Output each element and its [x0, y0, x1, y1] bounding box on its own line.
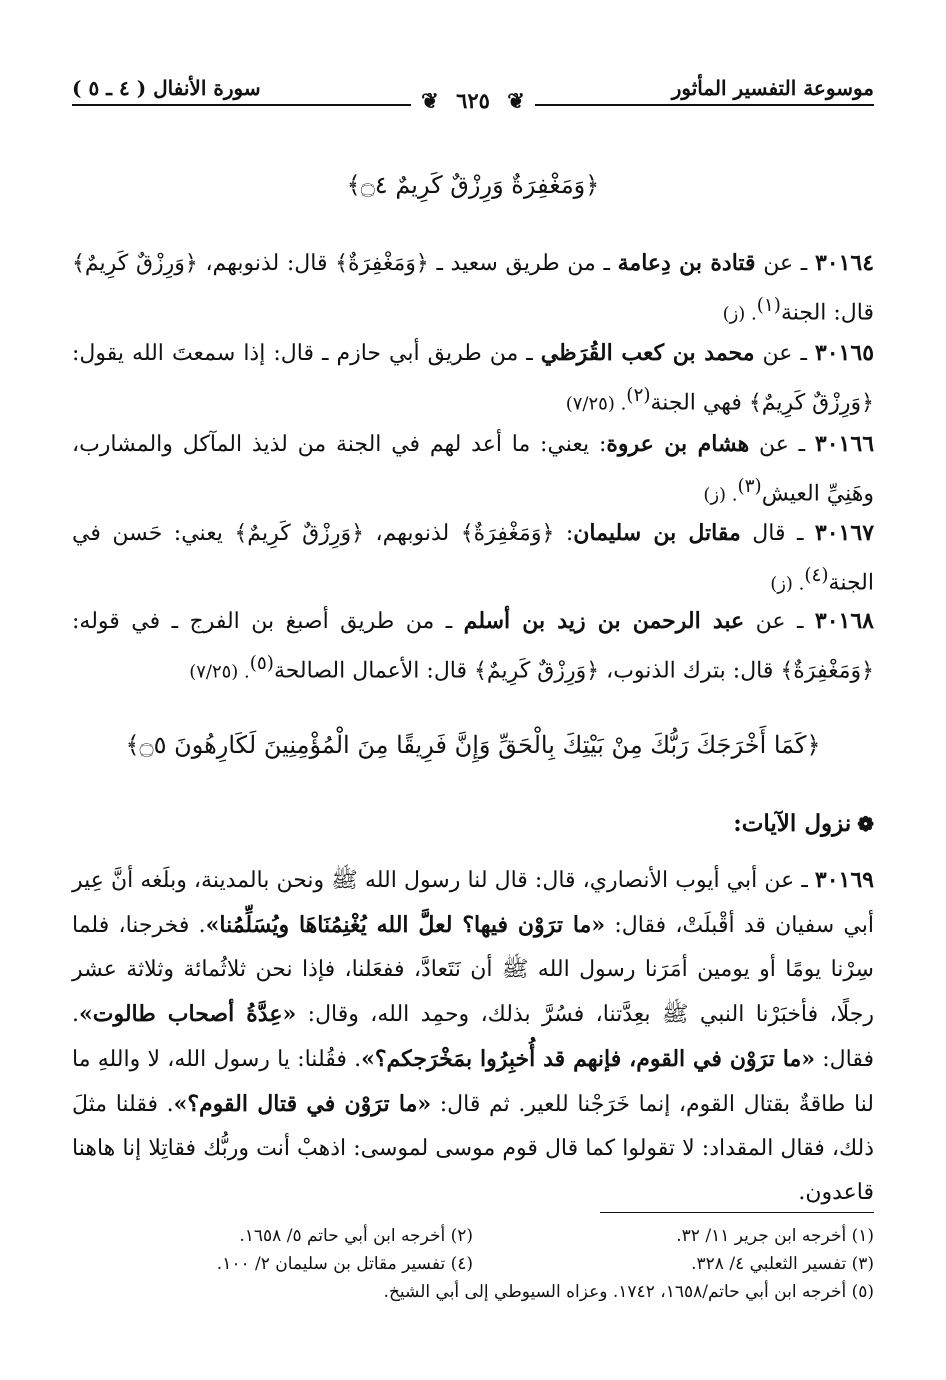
- flower-icon: ❁: [857, 812, 874, 836]
- hadith-text: . فقُلنا: يا رسول الله، لا واللهِ ما لنا طاقةٌ بقتال القوم، إنما خَرَجْنا للعير. ثم قال:: [72, 1047, 874, 1117]
- entry-text: : ﴿وَمَغْفِرَةٌ﴾ لذنوبهم، ﴿وَرِزْقٌ كَرِيمٌ﴾ يعني: حَسن في الجنة: [72, 521, 874, 596]
- entry-30165: [72, 332, 874, 425]
- page-number-value: ٦٢٥: [446, 88, 500, 113]
- entry-ref: . (ز): [703, 484, 738, 506]
- entry-intro: ـ عن: [754, 341, 807, 366]
- entry-number: ٣٠١٦٤: [814, 250, 875, 276]
- entry-30164: [72, 242, 874, 335]
- footnote-marker: (٤): [804, 565, 829, 586]
- entry-30167: [72, 512, 874, 605]
- entry-intro: ـ عن: [755, 251, 808, 276]
- footnote-2: (٢) أخرجه ابن أبي حاتم ٥/ ١٦٥٨.: [239, 1226, 473, 1246]
- entry-text: : يعني: ما أعد لهم في الجنة من لذيذ المآكل والمشارب، وهَنِيِّ العيش: [72, 432, 874, 507]
- footnote-3: (٣) تفسير الثعلبي ٤/ ٣٢٨.: [691, 1254, 874, 1274]
- entry-intro: ـ قال: [740, 521, 804, 546]
- footnotes: [72, 1222, 874, 1306]
- footnote-marker: (٢): [626, 385, 651, 406]
- footnote-5: (٥) أخرجه ابن أبي حاتم/١٦٥٨، ١٧٤٢. وعزاه السيوطي إلى أبي الشيخ.: [383, 1282, 874, 1302]
- entry-number: ٣٠١٦٥: [814, 340, 875, 366]
- hadith-text: . فقال:: [72, 1002, 874, 1072]
- entry-ref: . (ز): [722, 303, 757, 325]
- entry-30166: [72, 423, 874, 516]
- verse-4: ﴿وَمَغْفِرَةٌ وَرِزْقٌ كَرِيمٌ ۝٤﴾: [346, 171, 600, 199]
- section-title: نزول الآيات:: [733, 810, 852, 837]
- footnote-4: (٤) تفسير مقاتل بن سليمان ٢/ ١٠٠.: [216, 1254, 473, 1274]
- narrator-name: هشام بن عروة: [606, 431, 750, 457]
- entry-30169: [72, 858, 874, 1215]
- entry-ref: . (٧/٢٥): [565, 393, 627, 415]
- verse-5: ﴿كَمَا أَخْرَجَكَ رَبُّكَ مِنْ بَيْتِكَ بِالْحَقِّ وَإِنَّ فَرِيقًا مِنَ الْمُؤْمِنِينَ لَكَارِهُونَ ۝٥﴾: [125, 731, 821, 759]
- page-number: ❦ ٦٢٥ ❦: [0, 88, 946, 113]
- hadith-text: . فقلنا مثلَ ذلك، فقال المقداد: لا تقولوا كما قال قوم موسى لموسى: اذهبْ أنت وربُّك فقاتِلا إنا هاهنا قاعدون.: [72, 1092, 874, 1205]
- entry-number: ٣٠١٦٩: [814, 867, 874, 893]
- entry-text: ـ من طريق أصبغ بن الفرج ـ في قوله: ﴿وَمَغْفِرَةٌ﴾ قال: بترك الذنوب، ﴿وَرِزْقٌ كَرِيمٌ﴾ قال: الأعمال الصالحة: [72, 609, 874, 684]
- footnote-marker: (٣): [737, 476, 762, 497]
- footnote-rule: [600, 1212, 874, 1213]
- entry-30168: [72, 600, 874, 693]
- hadith-text: . فخرجنا، فلما سِرْنا يومًا أو يومين أمَرَنا رسول الله ﷺ أن نَتَعادَّ، ففعَلنا، فإذا نحن ثلاثُمائة وثلاثة عشر رجلًا، فأخبَرْنا النبي ﷺ بعِدَّتنا، فسُرَّ بذلك، وحمِد الله، وقال:: [72, 913, 875, 1027]
- narrator-name: محمد بن كعب القُرَظي: [540, 340, 755, 366]
- hadith-text: ـ عن أبي أيوب الأنصاري، قال: قال لنا رسول الله ﷺ ونحن بالمدينة، وبلَغه أنَّ عِير أبي سفيان قد أقْبلَتْ، فقال:: [72, 868, 874, 938]
- prophet-quote: «عِدَّةُ أصحاب طالوت»: [79, 1001, 297, 1027]
- footnote-marker: (٥): [249, 653, 274, 674]
- entry-text: ـ من طريق أبي حازم ـ قال: إذا سمعتَ الله يقول: ﴿وَرِزْقٌ كَرِيمٌ﴾ فهي الجنة: [72, 341, 874, 416]
- narrator-name: مقاتل بن سليمان: [573, 520, 741, 546]
- prophet-quote: «ما ترَوْن فيها؟ لعلَّ الله يُغْنِمُنَاهَا ويُسَلِّمُنا»: [205, 912, 606, 938]
- entry-ref: . (ز): [770, 573, 805, 595]
- entry-number: ٣٠١٦٧: [814, 520, 875, 546]
- entry-intro: ـ عن: [749, 432, 806, 457]
- section-heading: [72, 810, 874, 837]
- book-title: موسوعة التفسير المأثور: [671, 76, 874, 100]
- entry-ref: . (٧/٢٥): [189, 661, 250, 683]
- entry-intro: ـ عن: [744, 609, 804, 634]
- entry-number: ٣٠١٦٦: [814, 431, 875, 457]
- entry-text: ـ من طريق سعيد ـ ﴿وَمَغْفِرَةٌ﴾ قال: لذنوبهم، ﴿وَرِزْقٌ كَرِيمٌ﴾ قال: الجنة: [72, 251, 874, 326]
- footnote-marker: (١): [756, 295, 781, 316]
- prophet-quote: «ما ترَوْن في قتال القوم؟»: [173, 1091, 432, 1117]
- narrator-name: قتادة بن دِعامة: [617, 250, 756, 276]
- entry-number: ٣٠١٦٨: [814, 608, 874, 634]
- narrator-name: عبد الرحمن بن زيد بن أسلم: [463, 608, 745, 634]
- prophet-quote: «ما ترَوْن في القوم، فإنهم قد أُخبِرُوا بمَخْرَجكم؟»: [361, 1046, 815, 1072]
- surah-label: سورة الأنفال ( ٤ ـ ٥ ): [72, 76, 261, 100]
- footnote-1: (١) أخرجه ابن جرير ١١/ ٣٢.: [676, 1226, 874, 1246]
